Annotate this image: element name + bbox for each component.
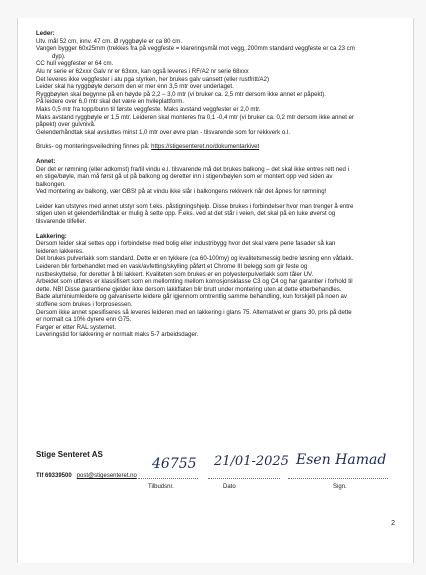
text-line: Dersom leider skal settes opp i forbindelse med bolig eller industribygg hvor det skal være pene fasader så kan	[36, 240, 336, 248]
text-line: dyp).	[52, 52, 66, 60]
text-line: stoffene som brukes i forprosessen.	[36, 301, 133, 308]
text-line: Leider kan utstyres med annet utstyr som f.eks. påstigningshjelp. Disse brukes i forbindelser hvor man trenger å entre	[36, 202, 354, 210]
text-line: Maks avstand ryggbøyle er 1,5 mtr. Leideren skal monteres fra 0,1 -0,4 mtr (vi bruker ca. 0,2 mtr dersom ikke annet er	[36, 113, 355, 121]
text-line: Det brukes pulverlakk som standard. Dette er en tykkere (ca 60-100my) og kvalitetsmessig bedre løsning enn våtlakk.	[36, 255, 354, 263]
text-line: Ryggbøylen skal begynne på en høyde på 2,2 – 3,0 mtr (vi bruker ca. 2,5 mtr dersom ikke annet er påpekt).	[36, 90, 326, 98]
caption-order-number: Tilbudsnr.	[148, 484, 174, 490]
text-line: Utv. mål 52 cm, innv. 47 cm. Ø ryggbøyle er ca 80 cm.	[36, 37, 183, 45]
order-number-line	[138, 478, 198, 479]
text-line: rustbeskyttelse, for deretter å bli lakkert. Kvaliteten som brukes er en polyesterpulverlakk som tåler UV.	[36, 270, 314, 278]
text-line: CC hull veggfester er 64 cm.	[36, 60, 114, 68]
text-line: Alu nr serie er 62xxx Galv nr er 63xxx, kan også leveres i RF/A2 nr serie 68xxx	[36, 67, 249, 75]
handwritten-date: 21/01-2025	[214, 454, 289, 469]
handwritten-signature: Esen Hamad	[296, 452, 387, 468]
contact-line	[36, 473, 137, 479]
text-line: stigen uten et gelenderhåndtak er mulig å sette opp. F.eks. ved at det står i veien, det skal på en luke øverst og	[36, 210, 336, 218]
text-line: tilsvarende tilfeller.	[36, 218, 87, 226]
document-body	[36, 30, 406, 339]
text-line: Dersom ikke annet spesifiseres så leveres leideren med en lakkering i glans 75. Alternativet er glans 30, pris på dette	[36, 308, 352, 316]
date-line	[208, 478, 280, 479]
text-line: Gelenderhåndtak skal avsluttes minst 1,0 mtr over øvre plan - tilsvarende som for rekkverk o.l.	[36, 128, 291, 136]
manual-prefix: Bruks- og monteringsveiledning finnes på:	[36, 143, 152, 151]
section-heading-annet: Annet:	[36, 157, 56, 165]
email-link[interactable]: post@stigesenteret.no	[76, 473, 137, 479]
manual-line	[36, 143, 406, 151]
text-line: Leider skal ha ryggbøyle dersom den er mer enn 3,5 mtr over underlaget.	[36, 83, 234, 91]
text-line: Arbeidet som utføres er klassifisert som en mellomting mellom korrosjonsklasse C3 og C4 og har garantier i forhold til	[36, 278, 353, 286]
text-line: Ved montering av balkong, vær OBS! på at vindu ikke slår i balkongens rekkverk når det åpnes for rømning!	[36, 188, 327, 196]
text-line: Vangen bygger 60x25mm (trekkes fra på veggfeste = klareringsmål mot vegg, 200mm standard veggfeste er ca 23 cm	[36, 45, 355, 53]
text-line: er normalt ca 10% dyrere enn G75.	[36, 316, 132, 324]
text-line: Det leveres ikke veggfester i alu pga styrken, her brukes galv uansett (eller rustfritt/A2)	[36, 75, 270, 83]
page-number: 2	[391, 520, 395, 527]
text-line: Maks 0,5 mtr fra topp/bunn til første veggfeste. Maks avstand veggfester er 2,0 mtr.	[36, 105, 261, 113]
document-page	[17, 18, 414, 563]
leder-lines	[36, 38, 406, 137]
company-name: Stige Senteret AS	[36, 450, 103, 459]
text-line: Leveringstid for lakkering er normalt maks 5-7 arbeidsdager.	[36, 331, 199, 339]
text-line: dette. NB! Disse garantiene gjelder ikke dersom lakkflaten blir brutt under montering uten at dette etterbehandles.	[36, 285, 342, 293]
handwritten-order-number: 46755	[152, 456, 197, 472]
text-line: en stige/bøyle, man må først gå ut på balkong og deretter inn i stigen/bøylen som er montert opp ved siden av	[36, 173, 333, 181]
text-line: påpekt) over gulvnivå.	[36, 121, 96, 129]
text-line: Der det er rømning (eller adkomst) fra/til vindu e.l. tilsvarende må det brukes balkong – det skal ikke entres rett ned i	[36, 165, 349, 173]
text-line: Leideren blir forbehandlet med en vask/avfetting/skylling påført et Chrome III belegg som gir feste og	[36, 263, 308, 271]
text-line: Farger er etter RAL systemet.	[36, 323, 117, 331]
text-line: Bade aluminiumleidere og galvaniserte leidere går igjennom omtrentlig samme behandling, kun forskjell på noen av	[36, 293, 347, 301]
section-heading-leder: Leder:	[36, 30, 55, 37]
phone-number: Tlf 69339500	[36, 473, 72, 479]
text-line: leideren lakkeres.	[36, 247, 84, 255]
caption-date: Dato	[223, 484, 236, 490]
caption-signature: Sign.	[333, 484, 347, 490]
text-line: balkongen.	[36, 180, 66, 188]
text-line: På leidere over 6,0 mtr skal det være en hvileplattform.	[36, 98, 185, 106]
section-heading-lakkering: Lakkering:	[36, 232, 67, 240]
manual-link[interactable]: https://stigesenteret.no/dokumentarkivet	[151, 143, 260, 151]
signature-line	[288, 478, 388, 479]
